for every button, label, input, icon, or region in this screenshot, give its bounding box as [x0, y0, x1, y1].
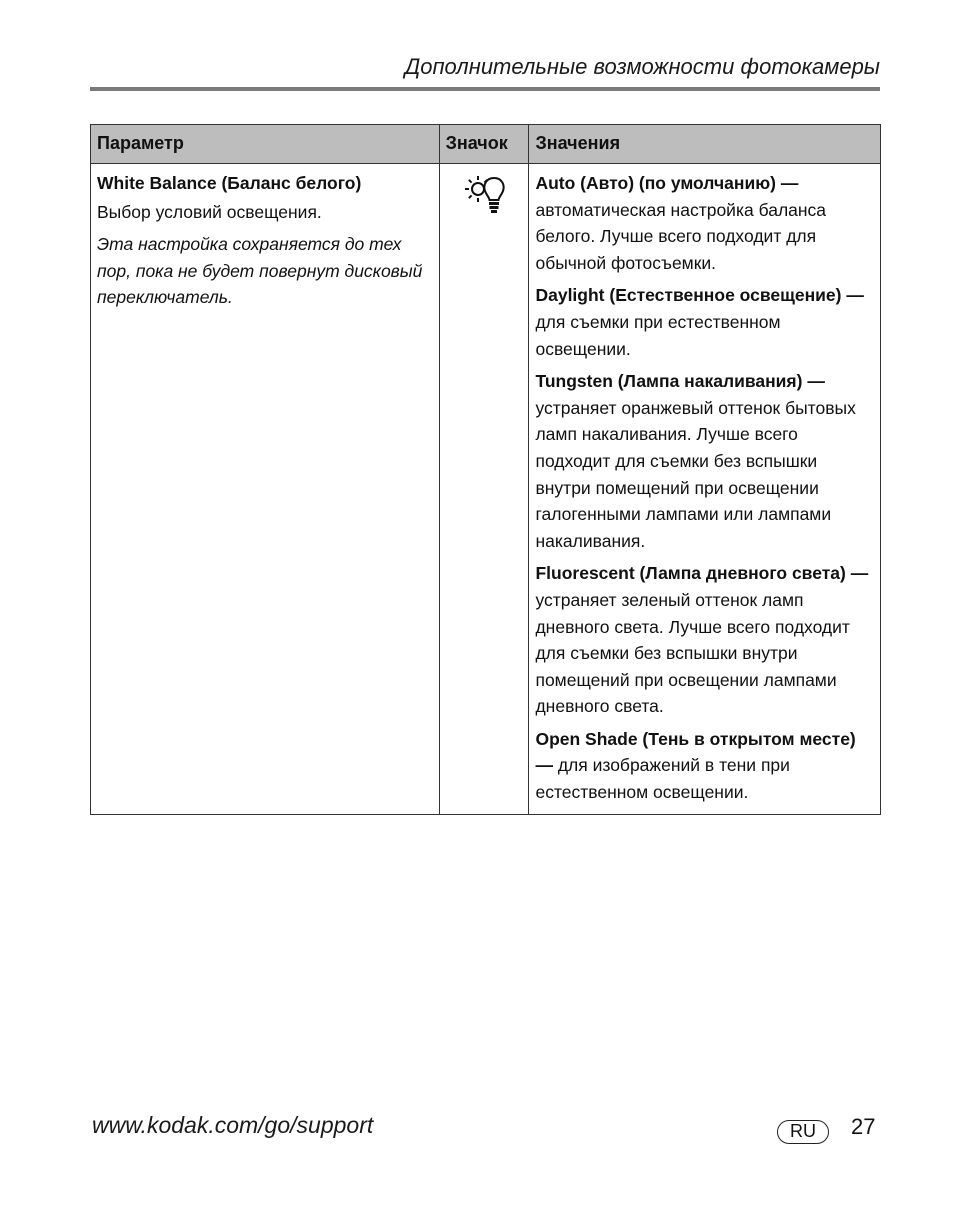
parameter-description: Выбор условий освещения. [97, 201, 322, 222]
column-header-values: Значения [529, 125, 881, 164]
value-name: Daylight (Естественное освещение) — [535, 285, 864, 306]
value-description: для съемки при естественном освещении. [535, 311, 781, 359]
parameter-title: White Balance (Баланс белого) [97, 173, 362, 193]
value-item-auto [535, 170, 874, 276]
value-name: Fluorescent (Лампа дневного света) — [535, 563, 869, 584]
value-name: Auto (Авто) (по умолчанию) — [535, 173, 799, 193]
page-number: 27 [851, 1114, 876, 1139]
value-name: Open Shade (Тень в открытом месте) — [535, 728, 856, 776]
value-name: Tungsten (Лампа накаливания) — [535, 371, 825, 392]
value-item-daylight [535, 282, 874, 362]
values-cell [529, 164, 881, 815]
value-item-fluorescent [535, 560, 874, 720]
table-header-row [91, 125, 881, 164]
table-row [91, 164, 881, 815]
language-badge: RU [777, 1120, 829, 1144]
column-header-icon: Значок [439, 125, 529, 164]
value-item-tungsten [535, 368, 874, 554]
parameter-note: Эта настройка сохраняется до тех пор, пока не будет повернут дисковый переключатель. [97, 234, 423, 308]
value-description: устраняет зеленый оттенок ламп дневного света. Лучше всего подходит для съемки без вспышки внутри помещений при освещении лампами дневного света. [535, 589, 850, 717]
value-description: устраняет оранжевый оттенок бытовых ламп накаливания. Лучше всего подходит для съемки без вспышки внутри помещений при освещении галогенными лампами или лампами накаливания. [535, 397, 856, 551]
white-balance-icon [463, 172, 509, 224]
header-divider [90, 87, 880, 91]
icon-cell [439, 164, 529, 815]
parameter-cell [91, 164, 440, 815]
value-description: для изображений в тени при естественном освещении. [535, 755, 790, 803]
value-description: автоматическая настройка баланса белого. Лучше всего подходит для обычной фотосъемки. [535, 199, 827, 273]
page-header-title: Дополнительные возможности фотокамеры [404, 54, 880, 79]
settings-table [90, 124, 881, 815]
support-url-link[interactable]: www.kodak.com/go/support [92, 1112, 374, 1138]
column-header-parameter: Параметр [91, 125, 440, 164]
value-item-open-shade [535, 726, 874, 806]
